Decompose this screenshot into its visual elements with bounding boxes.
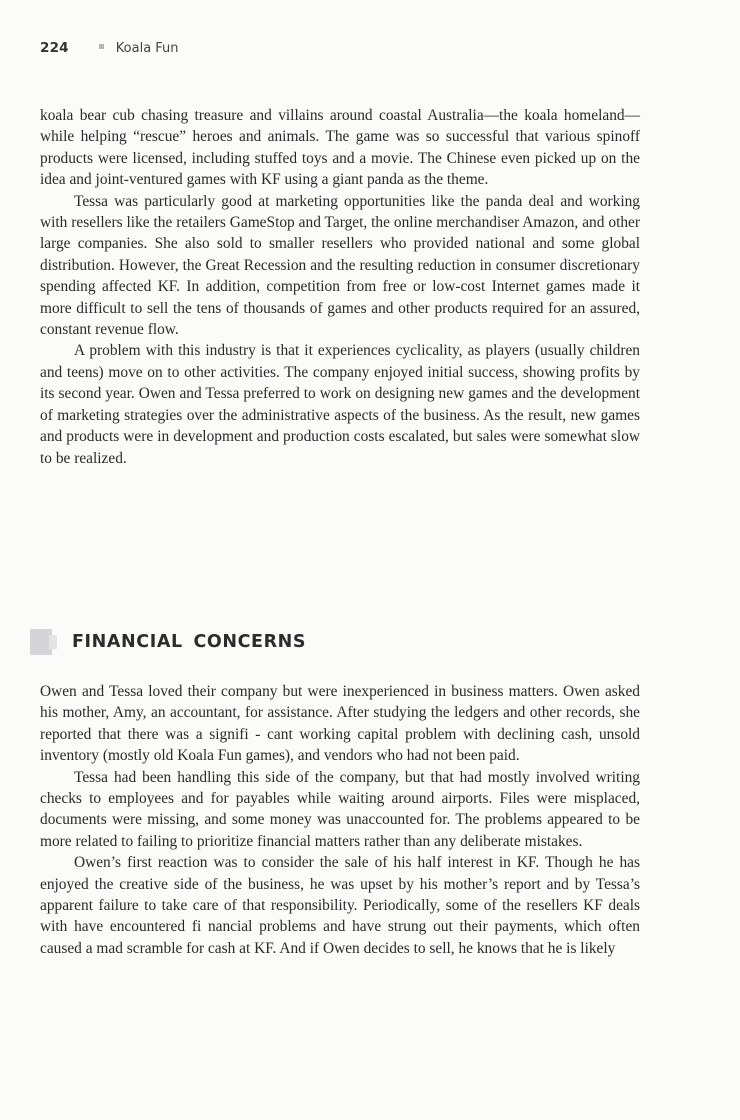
text-block-intro: [40, 105, 640, 469]
paragraph: koala bear cub chasing treasure and villains around coastal Australia—the koala homeland—while helping “rescue” heroes and animals. The game was so successful that various spinoff products were licensed, including stuffed toys and a movie. The Chinese even picked up on the idea and joint-ventured games with KF using a giant panda as the theme.: [40, 107, 640, 189]
book-title: Koala Fun: [115, 40, 179, 56]
paragraph: Owen’s first reaction was to consider the sale of his half interest in KF. Though he has enjoyed the creative side of the business, he was upset by his mother’s report and by Tessa’s apparent failure to take care of that responsibility. Periodically, some of the resellers KF deals with have encountered fi nancial problems and have strung out their payments, which often caused a mad scramble for cash at KF. And if Owen decides to sell, he knows that he is likely: [40, 854, 640, 957]
page-number: 224: [40, 40, 69, 56]
section-heading: [30, 622, 306, 662]
paragraph: A problem with this industry is that it experiences cyclicality, as players (usually children and teens) move on to other activities. The company enjoyed initial success, showing profits by its second year. Owen and Tessa preferred to work on designing new games and the development of marketing strategies over the administrative aspects of the business. As the result, new games and products were in development and production costs escalated, but sales were somewhat slow to be realized.: [40, 342, 640, 467]
running-head: [40, 38, 179, 58]
paragraph: Owen and Tessa loved their company but were inexperienced in business matters. Owen asked his mother, Amy, an accountant, for assistance. After studying the ledgers and other records, she reported that there was a signifi - cant working capital problem with declining cash, unsold inventory (mostly old Koala Fun games), and vendors who had not been paid.: [40, 683, 640, 765]
text-block-financial-concerns: [40, 681, 640, 959]
paragraph: Tessa had been handling this side of the company, but that had mostly involved writing checks to employees and for payables while waiting around airports. Files were misplaced, documents were missing, and some money was unaccounted for. The problems appeared to be more related to failing to prioritize financial matters rather than any deliberate mistakes.: [40, 768, 640, 850]
paragraph: Tessa was particularly good at marketing opportunities like the panda deal and working with resellers like the retailers GameStop and Target, the online merchandiser Amazon, and other large companies. She also sold to smaller resellers who provided national and some global distribution. However, the Great Recession and the resulting reduction in consumer discretionary spending affected KF. In addition, competition from free or low-cost Internet games made it more difficult to sell the tens of thousands of games and other products required for an assured, constant revenue flow.: [40, 192, 640, 339]
section-title: FINANCIAL CONCERNS: [72, 632, 307, 652]
square-bullet-icon: [99, 44, 104, 49]
heading-square-icon: [30, 629, 52, 655]
